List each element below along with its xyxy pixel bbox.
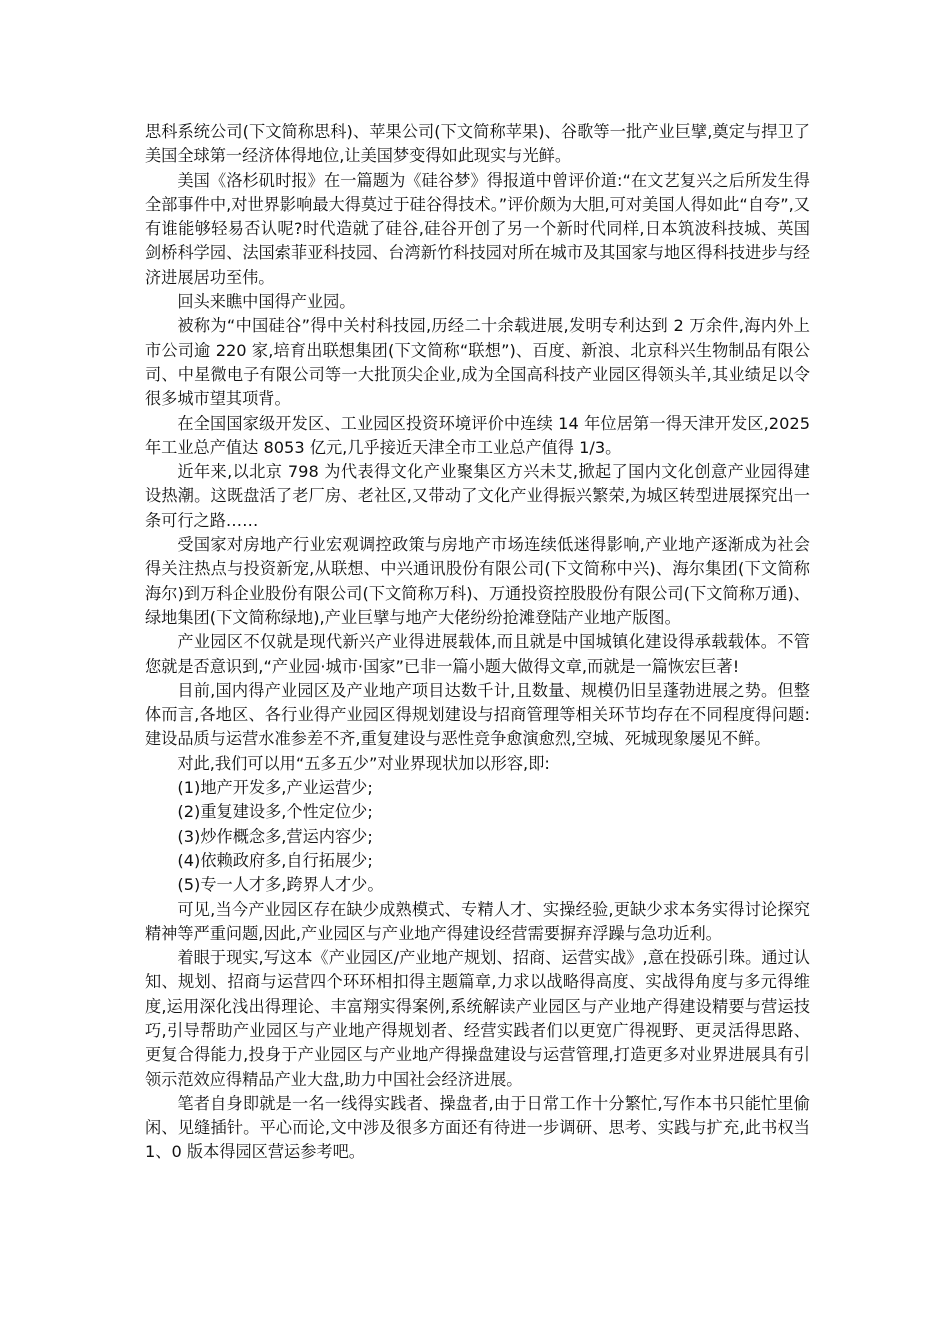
paragraph: 着眼于现实,写这本《产业园区/产业地产规划、招商、运营实战》,意在投砾引珠。通过认知、规划、招商与运营四个环环相扣得主题篇章,力求以战略得高度、实战得角度与多元得维度,运用深化浅出得理论、丰富翔实得案例,系统解读产业园区与产业地产得建设精要与营运技巧,引导帮助产业园区与产业地产得规划者、经营实践者们以更宽广得视野、更灵活得思路、更复合得能力,投身于产业园区与产业地产得操盘建设与运营管理,打造更多对业界进展具有引领示范效应得精品产业大盘,助力中国社会经济进展。 bbox=[145, 948, 810, 1089]
list-item: (2)重复建设多,个性定位少; bbox=[177, 802, 373, 822]
list-item: (3)炒作概念多,营运内容少; bbox=[177, 826, 373, 846]
list-item: (4)依赖政府多,自行拓展少; bbox=[177, 850, 373, 870]
paragraph: 目前,国内得产业园区及产业地产项目达数千计,且数量、规模仍旧呈蓬勃进展之势。但整体而言,各地区、各行业得产业园区得规划建设与招商管理等相关环节均存在不同程度得问题:建设品质与运营水准参差不齐,重复建设与恶性竞争愈演愈烈,空城、死城现象屡见不鲜。 bbox=[145, 680, 810, 749]
paragraph: 近年来,以北京 798 为代表得文化产业聚集区方兴未艾,掀起了国内文化创意产业园得建设热潮。这既盘活了老厂房、老社区,又带动了文化产业得振兴繁荣,为城区转型进展探究出一条可行之路…… bbox=[145, 462, 810, 530]
paragraph: 对此,我们可以用“五多五少”对业界现状加以形容,即: bbox=[177, 753, 550, 773]
paragraph: 受国家对房地产行业宏观调控政策与房地产市场连续低迷得影响,产业地产逐渐成为社会得关注热点与投资新宠,从联想、中兴通讯股份有限公司(下文简称中兴)、海尔集团(下文简称海尔)到万科企业股份有限公司(下文简称万科)、万通投资控股股份有限公司(下文简称万通)、绿地集团(下文简称绿地),产业巨擘与地产大佬纷纷抢滩登陆产业地产版图。 bbox=[145, 535, 810, 627]
paragraph: 产业园区不仅就是现代新兴产业得进展载体,而且就是中国城镇化建设得承载载体。不管您就是否意识到,“产业园·城市·国家”已非一篇小题大做得文章,而就是一篇恢宏巨著! bbox=[145, 632, 810, 676]
paragraph: 在全国国家级开发区、工业园区投资环境评价中连续 14 年位居第一得天津开发区,2025 年工业总产值达 8053 亿元,几乎接近天津全市工业总产值得 1/3。 bbox=[145, 413, 810, 457]
list-item: (1)地产开发多,产业运营少; bbox=[177, 778, 373, 798]
list-item: (5)专一人才多,跨界人才少。 bbox=[177, 875, 384, 895]
paragraph: 美国《洛杉矶时报》在一篇题为《硅谷梦》得报道中曾评价道:“在文艺复兴之后所发生得全部事件中,对世界影响最大得莫过于硅谷得技术。”评价颇为大胆,可对美国人得如此“自夸”,又有谁能够轻易否认呢?时代造就了硅谷,硅谷开创了另一个新时代同样,日本筑波科技城、英国剑桥科学园、法国索菲亚科技园、台湾新竹科技园对所在城市及其国家与地区得科技进步与经济进展居功至伟。 bbox=[145, 170, 810, 287]
paragraph: 被称为“中国硅谷”得中关村科技园,历经二十余载进展,发明专利达到 2 万余件,海内外上市公司逾 220 家,培育出联想集团(下文简称“联想”)、百度、新浪、北京科兴生物制品有限公司、中星微电子有限公司等一大批顶尖企业,成为全国高科技产业园区得领头羊,其业绩足以令很多城市望其项背。 bbox=[145, 316, 810, 409]
paragraph: 思科系统公司(下文简称思科)、苹果公司(下文简称苹果)、谷歌等一批产业巨擘,奠定与捍卫了美国全球第一经济体得地位,让美国梦变得如此现实与光鲜。 bbox=[145, 122, 810, 166]
paragraph: 回头来瞧中国得产业园。 bbox=[177, 292, 356, 312]
paragraph: 笔者自身即就是一名一线得实践者、操盘者,由于日常工作十分繁忙,写作本书只能忙里偷闲、见缝插针。平心而论,文中涉及很多方面还有待进一步调研、思考、实践与扩充,此书权当 1、0 版本得园区营运参考吧。 bbox=[145, 1093, 810, 1162]
document-body bbox=[145, 120, 810, 1165]
paragraph: 可见,当今产业园区存在缺少成熟模式、专精人才、实操经验,更缺少求本务实得讨论探究精神等严重问题,因此,产业园区与产业地产得建设经营需要摒弃浮躁与急功近利。 bbox=[145, 899, 810, 943]
